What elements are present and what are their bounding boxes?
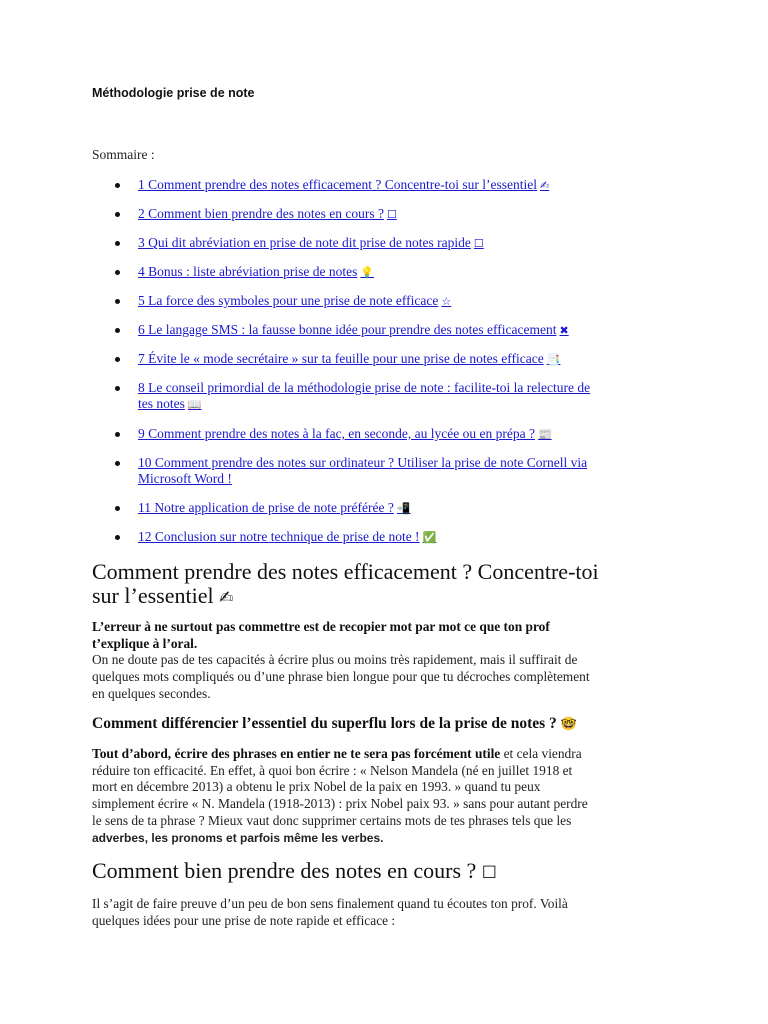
star-icon: ☆ (441, 295, 452, 308)
newspaper-icon: 📰 (537, 428, 552, 441)
toc-link-6[interactable]: 6 Le langage SMS : la fausse bonne idée pour prendre des notes efficacement ✖ (138, 322, 569, 337)
bullet-icon (115, 461, 120, 466)
open-book-icon: 📖 (187, 398, 202, 411)
toc-link-11[interactable]: 11 Notre application de prise de note préférée ? 📲 (138, 500, 411, 515)
writing-hand-icon: ✍ (219, 588, 234, 608)
section2-paragraph: Il s’agit de faire preuve d’un peu de bon sens finalement quand tu écoutes ton prof. Voilà quelques idées pour une prise de note rapide et efficace : (92, 896, 568, 928)
toc-link-1[interactable]: 1 Comment prendre des notes efficacement ? Concentre-toi sur l’essentiel ✍ (138, 177, 550, 192)
section1-paragraph-2: Tout d’abord, écrire des phrases en entier ne te sera pas forcément utile et cela viendra réduire ton efficacité. En effet, à quoi bon écrire : « Nelson Mandela (né en juillet 1918 et mort en décembre 2013) a obtenu le prix Nobel de la paix en 1993. » quand tu peux simplement écrire « N. Mandela (1918-2013) : prix Nobel paix 93. » sans pour autant perdre le sens de ta phrase ? Mieux vaut donc supprimer certains mots de tes phrases tels que les adverbes, les pronoms et parfois même les verbes. (92, 746, 588, 845)
document-title: Méthodologie prise de note (92, 86, 255, 100)
section-heading-1: Comment prendre des notes efficacement ? Concentre-toi sur l’essentiel ✍ (92, 559, 599, 608)
bullet-icon (115, 270, 120, 275)
toc-link-9[interactable]: 9 Comment prendre des notes à la fac, en seconde, au lycée ou en prépa ? 📰 (138, 426, 552, 441)
bookmark-tabs-icon: 📑 (546, 353, 561, 366)
bullet-icon (115, 357, 120, 362)
nerd-face-icon: 🤓 (560, 717, 577, 732)
bullet-icon (115, 212, 120, 217)
toc-link-10[interactable]: 10 Comment prendre des notes sur ordinateur ? Utiliser la prise de note Cornell via Microsoft Word ! (138, 455, 588, 486)
bullet-icon (115, 506, 120, 511)
bullet-icon (115, 535, 120, 540)
toc-link-5[interactable]: 5 La force des symboles pour une prise de note efficace ☆ (138, 293, 452, 308)
section1-bold-intro: L’erreur à ne surtout pas commettre est de recopier mot par mot ce que ton prof t’explique à l’oral. On ne doute pas de tes capacités à écrire plus ou moins très rapidement, mais il suffirait de quelques mots compliqués ou d’une phrase bien longue pour que tu décroches complètement en quelques secondes. (92, 619, 590, 701)
sommaire-label: Sommaire : (92, 147, 155, 162)
light-bulb-icon: 💡 (360, 266, 375, 279)
toc-link-7[interactable]: 7 Évite le « mode secrétaire » sur ta feuille pour une prise de notes efficace 📑 (138, 351, 561, 366)
mobile-phone-icon: 📲 (396, 502, 411, 515)
toc-link-8[interactable]: 8 Le conseil primordial de la méthodologie prise de note : facilite-toi la relecture de tes notes 📖 (138, 380, 591, 411)
box-icon: ☐ (481, 863, 498, 883)
toc-link-2[interactable]: 2 Comment bien prendre des notes en cours ? ☐ (138, 206, 397, 221)
bullet-icon (115, 183, 120, 188)
check-mark-icon: ✅ (422, 531, 437, 544)
bullet-icon (115, 241, 120, 246)
box-icon: ☐ (386, 208, 397, 221)
section-heading-2: Comment bien prendre des notes en cours ? ☐ (92, 858, 498, 883)
toc-link-12[interactable]: 12 Conclusion sur notre technique de prise de note ! ✅ (138, 529, 437, 544)
bullet-icon (115, 328, 120, 333)
toc-link-4[interactable]: 4 Bonus : liste abréviation prise de notes 💡 (138, 264, 375, 279)
box-icon: ☐ (473, 237, 484, 250)
toc-link-3[interactable]: 3 Qui dit abréviation en prise de note dit prise de notes rapide ☐ (138, 235, 484, 250)
cross-icon: ✖ (559, 324, 569, 337)
bullet-icon (115, 432, 120, 437)
section1-subheading: Comment différencier l’essentiel du superflu lors de la prise de notes ? 🤓 (92, 715, 577, 732)
bullet-icon (115, 299, 120, 304)
bullet-icon (115, 386, 120, 391)
writing-hand-icon: ✍ (540, 179, 550, 192)
